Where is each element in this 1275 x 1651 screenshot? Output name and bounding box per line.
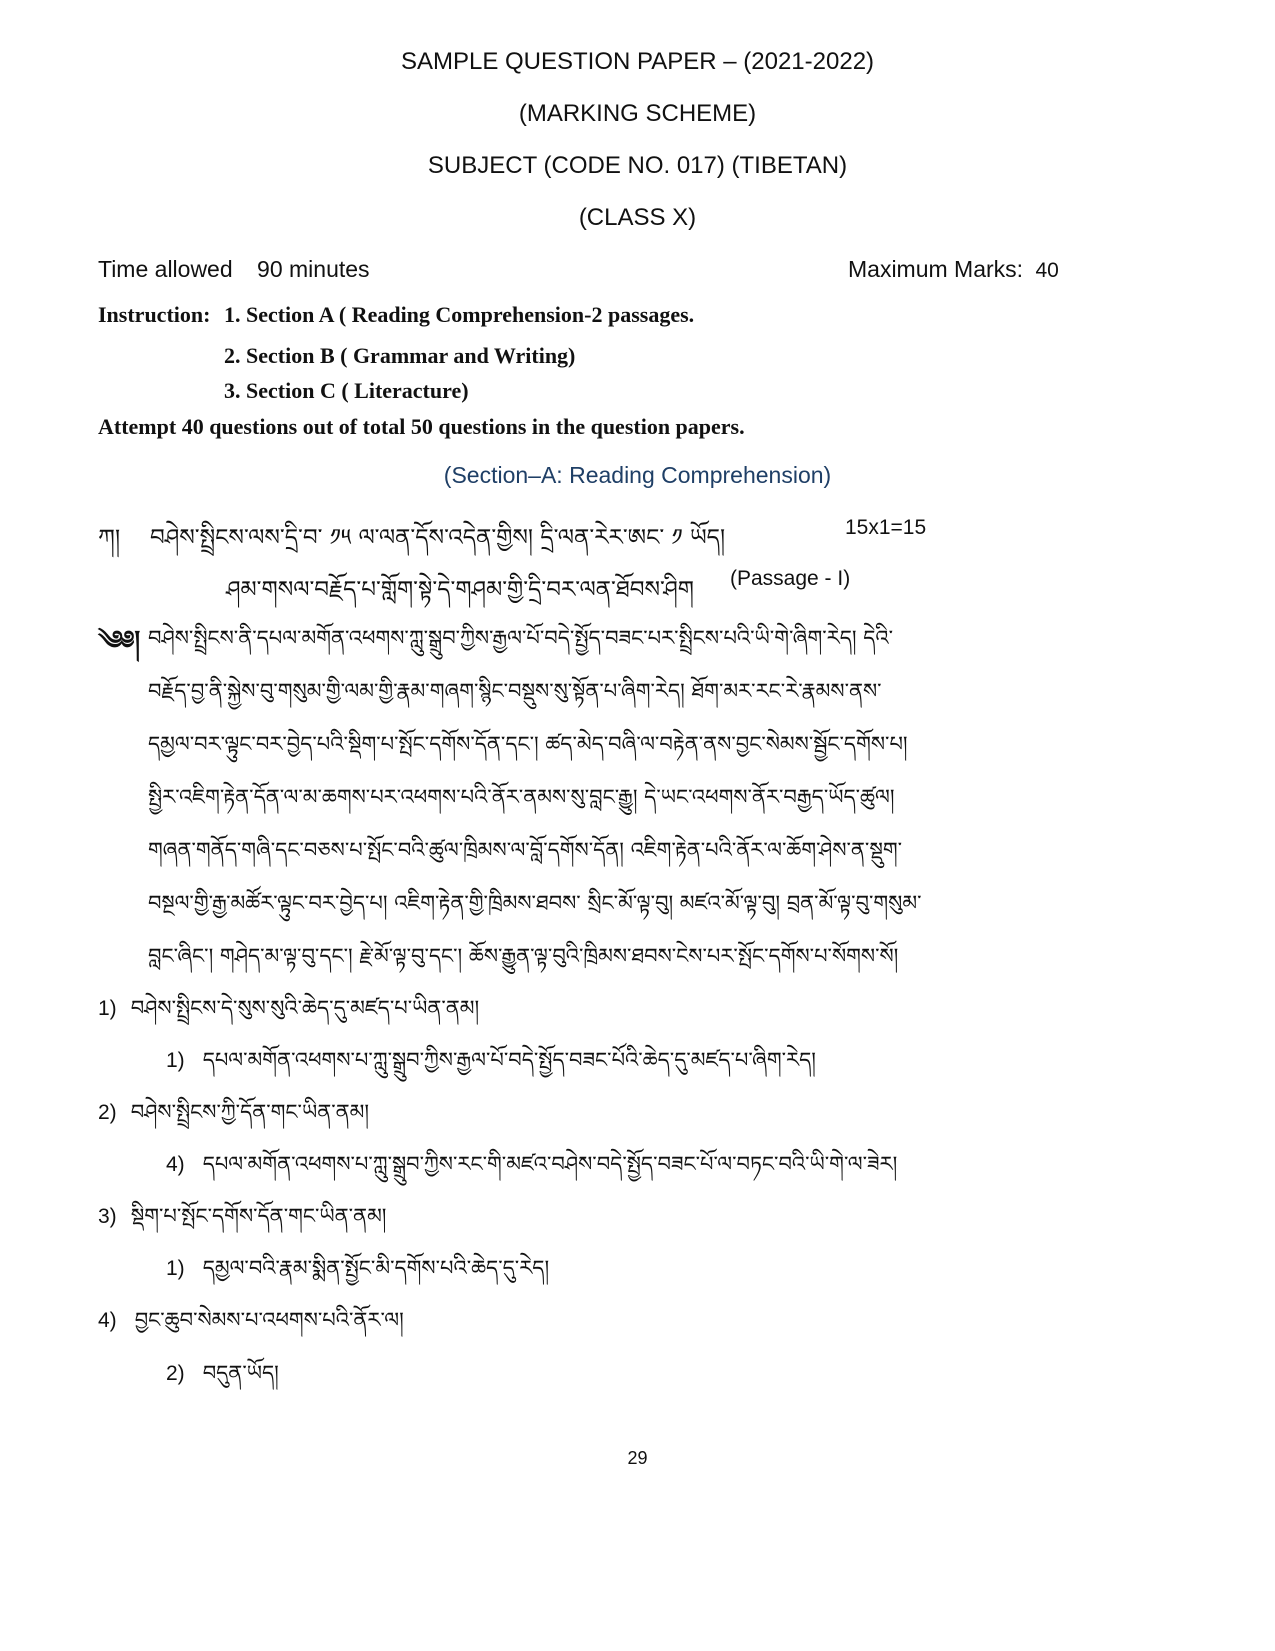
time-value: 90 minutes	[257, 256, 370, 282]
question-text: སྡིག་པ་སྤོང་དགོས་དོན་གང་ཡིན་ནམ།	[130, 1204, 387, 1228]
question-item	[98, 1297, 404, 1356]
question-text: བྱང་ཆུབ་སེམས་པ་འཕགས་པའི་ནོར་ལ།	[134, 1308, 404, 1332]
attempt-instruction: Attempt 40 questions out of total 50 questions in the question papers.	[98, 414, 745, 439]
question-text: བཤེས་སྤྲིངས་ཀྱི་དོན་གང་ཡིན་ནམ།	[130, 1100, 370, 1124]
answer-item	[166, 1350, 279, 1409]
answer-item	[166, 1141, 897, 1200]
passage-line: སྤྱིར་འཇིག་རྟེན་དོན་ལ་མ་ཆགས་པར་འཕགས་པའི་ནོར་ནམས་སུ་བླང་རྒྱུ། དེ་ཡང་འཕགས་ནོར་བརྒྱད་ཡོད་ཚུལ།	[148, 785, 895, 809]
instruction-lead: Instruction:	[98, 302, 211, 327]
answer-text: དཔལ་མགོན་འཕགས་པ་ཀླུ་སྒྲུབ་ཀྱིས་རང་གི་མཛའ་བཤེས་བདེ་སྤྱོད་བཟང་པོ་ལ་བཏང་བའི་ཡི་གེ་ལ་ཟེར།	[202, 1152, 898, 1176]
question-text: བཤེས་སྤྲིངས་དེ་སུས་སུའི་ཆེད་དུ་མཛད་པ་ཡིན་ནམ།	[130, 996, 480, 1020]
instruction-item: 2. Section B ( Grammar and Writing)	[224, 343, 576, 368]
passage-line: བསྔལ་གྱི་རྒྱ་མཚོར་ལྟུང་བར་བྱེད་པ། འཇིག་རྟེན་གྱི་ཁྲིམས་ཐབས་ སྲིང་མོ་ལྟ་བུ། མཛའ་མོ་ལྟ་བུ། བྲན་མོ་ལྟ་བུ་གསུམ་	[148, 891, 922, 915]
class-label: (CLASS X)	[578, 204, 697, 231]
question-number: 4)	[98, 1309, 117, 1332]
time-label: Time allowed	[98, 256, 233, 282]
answer-number: 1)	[166, 1257, 185, 1280]
marking-scheme-label: (MARKING SCHEME)	[518, 100, 757, 127]
passage-yig-mgo-mark: ༄༅།	[98, 626, 141, 656]
subject-line: SUBJECT (CODE NO. 017) (TIBETAN)	[427, 152, 848, 179]
answer-item	[166, 1245, 549, 1304]
question-number: 2)	[98, 1101, 117, 1124]
paper-title: SAMPLE QUESTION PAPER – (2021-2022)	[400, 48, 875, 75]
marks-label: Maximum Marks:	[848, 256, 1024, 282]
passage-label: (Passage - I)	[730, 567, 851, 590]
passage-line: དམྱལ་བར་ལྟུང་བར་བྱེད་པའི་སྡིག་པ་སྤོང་དགོས་དོན་དང་། ཚད་མེད་བཞི་ལ་བརྟེན་ནས་བྱང་སེམས་སྦྱོང་དགོས་པ།	[148, 732, 908, 756]
instruction-item: 1. Section A ( Reading Comprehension-2 passages.	[223, 302, 695, 327]
answer-number: 1)	[166, 1049, 185, 1072]
question-label: ཀ།	[98, 524, 121, 552]
instruction-item: 3. Section C ( Literacture)	[224, 378, 469, 403]
answer-text: དཔལ་མགོན་འཕགས་པ་ཀླུ་སྒྲུབ་ཀྱིས་རྒྱལ་པོ་བདེ་སྤྱོད་བཟང་པོའི་ཆེད་དུ་མཛད་པ་ཞིག་རེད།	[202, 1048, 816, 1072]
question-instruction: བཤེས་སྤྲིངས་ལས་དྲི་བ་ ༡༥ ལ་ལན་དོས་འདེན་གྱིས། དྲི་ལན་རེར་ཨང་ ༡ ཡོད།	[150, 525, 726, 551]
question-marks: 15x1=15	[845, 516, 927, 539]
section-a-heading: (Section–A: Reading Comprehension)	[443, 462, 832, 488]
passage-instruction: ཤམ་གསལ་བརྗོད་པ་གློག་སྟེ་དེ་གཤམ་གྱི་དྲི་བར་ལན་ཐོབས་ཤིག	[226, 577, 694, 603]
passage-line: གཞན་གནོད་གཞི་དང་བཅས་པ་སྤོང་བའི་ཚུལ་ཁྲིམས་ལ་བློ་དགོས་དོན། འཇིག་རྟེན་པའི་ནོར་ལ་ཆོག་ཤེས་ན་སྡུག་	[148, 838, 903, 862]
question-item	[98, 985, 479, 1044]
question-item	[98, 1089, 369, 1148]
answer-text: བདུན་ཡོད།	[202, 1361, 279, 1385]
passage-line: བླང་ཞིང་། གཤེད་མ་ལྟ་བུ་དང་། རྗེ་མོ་ལྟ་བུ་དང་། ཆོས་རྒྱུན་ལྟ་བུའི་ཁྲིམས་ཐབས་ངེས་པར་སྤོང་དགོས་པ་སོགས་སོ།	[148, 944, 899, 968]
question-item	[98, 1193, 386, 1252]
answer-text: དམྱལ་བའི་རྣམ་སྨིན་སྤྱོང་མི་དགོས་པའི་ཆེད་དུ་རེད།	[202, 1256, 550, 1280]
page-number: 29	[627, 1448, 648, 1468]
question-number: 3)	[98, 1205, 117, 1228]
maximum-marks	[848, 256, 1059, 283]
time-allowed	[98, 256, 370, 283]
marks-value: 40	[1035, 259, 1059, 282]
passage-line: བཤེས་སྤྲིངས་ནི་དཔལ་མགོན་འཕགས་ཀླུ་སྒྲུབ་ཀྱིས་རྒྱལ་པོ་བདེ་སྤྱོད་བཟང་པར་སྤྲིངས་པའི་ཡི་གེ་ཞིག་རེད། དེའི་	[148, 626, 894, 650]
answer-item	[166, 1037, 816, 1096]
instruction-line-1	[98, 302, 694, 328]
answer-number: 2)	[166, 1362, 185, 1385]
passage-line: བརྗོད་བྱ་ནི་སྐྱེས་བུ་གསུམ་གྱི་ལམ་གྱི་རྣམ་གཞག་སྙིང་བསྡུས་སུ་སྟོན་པ་ཞིག་རེད། ཐོག་མར་རང་རེ་རྣམས་ནས་	[148, 679, 882, 703]
answer-number: 4)	[166, 1153, 185, 1176]
question-number: 1)	[98, 997, 117, 1020]
